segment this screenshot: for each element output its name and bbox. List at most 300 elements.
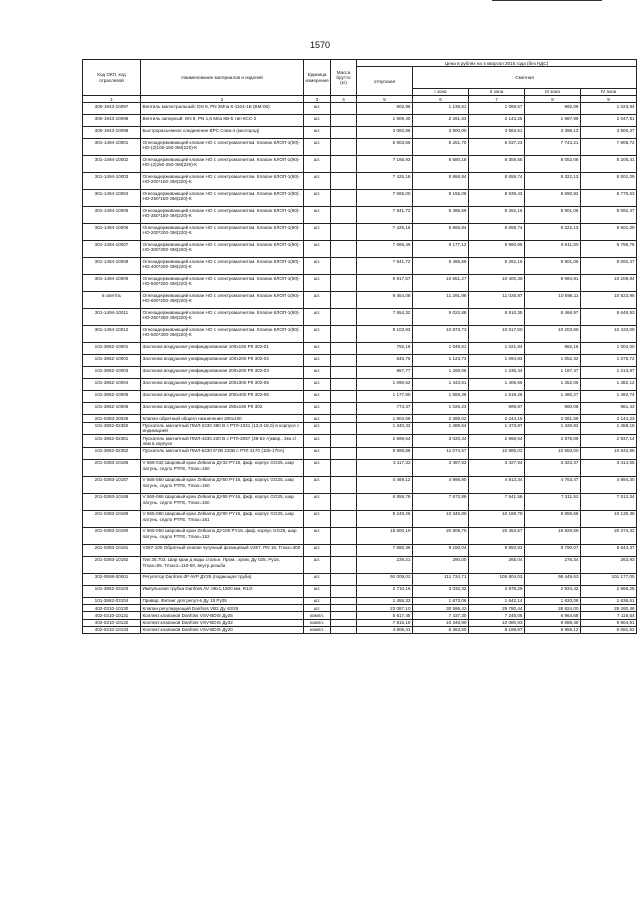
price-release-cell: 4 806,41 xyxy=(357,626,413,633)
price-zone-4-cell: 20 374,32 xyxy=(581,527,637,544)
price-zone-4-cell: 1 004,00 xyxy=(581,343,637,355)
price-zone-3-cell: 4 763,47 xyxy=(525,476,581,493)
unit-cell: шт. xyxy=(304,207,331,224)
mass-cell xyxy=(331,355,357,367)
mass-cell xyxy=(331,527,357,544)
price-zone-2-cell: 2 978,29 xyxy=(469,585,525,597)
header-zone-2: II зона xyxy=(469,88,525,95)
price-zone-1-cell: 9 485,59 xyxy=(413,207,469,224)
mass-cell xyxy=(331,115,357,127)
price-zone-1-cell: 1 673,06 xyxy=(413,597,469,604)
mass-cell xyxy=(331,241,357,258)
price-zone-1-cell: 9 022,88 xyxy=(413,309,469,326)
table-row xyxy=(83,258,637,275)
price-release-cell: 239,21 xyxy=(357,556,413,573)
mass-cell xyxy=(331,459,357,476)
name-cell: Быстроразъемное соединение ВРС Сова-4 (кислород) xyxy=(141,127,304,139)
unit-cell: шт. xyxy=(304,527,331,544)
price-zone-4-cell: 8 501,09 xyxy=(581,224,637,241)
price-zone-4-cell: 10 423,09 xyxy=(581,326,637,343)
table-row xyxy=(83,435,637,448)
price-zone-2-cell: 105 804,03 xyxy=(469,573,525,585)
table-row xyxy=(83,355,637,367)
unit-cell: шт. xyxy=(304,447,331,459)
table-row xyxy=(83,127,637,139)
name-cell: Заслонка воздушная унифицированная 200х200 РК 302-03 xyxy=(141,367,304,379)
price-zone-2-cell: 1 094,83 xyxy=(469,355,525,367)
table-row xyxy=(83,207,637,224)
mass-cell xyxy=(331,127,357,139)
column-number: 7 xyxy=(469,96,525,103)
column-number: 6 xyxy=(413,96,469,103)
price-release-cell: 7 815,19 xyxy=(357,619,413,626)
price-release-cell: 1 177,80 xyxy=(357,391,413,403)
table-row xyxy=(83,556,637,573)
price-zone-1-cell: 3 032,32 xyxy=(413,585,469,597)
price-zone-4-cell: 2 144,23 xyxy=(581,415,637,422)
name-cell: V 565-080 Шаровый кран Zetkama ДУ80 PY16, фкф, корпус GG25, шар латунь, седло PTFE, Tmax=151 xyxy=(141,510,304,527)
price-zone-2-cell: 10 080,93 xyxy=(469,619,525,626)
price-release-cell: 9 248,26 xyxy=(357,510,413,527)
unit-cell: шт. xyxy=(304,139,331,156)
price-release-cell: 802,96 xyxy=(357,103,413,115)
name-cell: Огнезадерживающий клапан НО с электромагнитом. Клапан КЛОП-1(90)-НО-200*200-ЭМ(220)-К xyxy=(141,224,304,241)
price-zone-3-cell: 8 466,97 xyxy=(525,309,581,326)
unit-cell: компл. xyxy=(304,619,331,626)
code-cell: 101-3862-10006 xyxy=(83,403,141,415)
price-zone-1-cell: 2 261,63 xyxy=(413,115,469,127)
price-zone-1-cell: 290,00 xyxy=(413,556,469,573)
unit-cell: шт. xyxy=(304,493,331,510)
price-release-cell: 1 809,40 xyxy=(357,115,413,127)
unit-cell: шт. xyxy=(304,326,331,343)
price-zone-3-cell: 8 590,92 xyxy=(525,190,581,207)
price-zone-4-cell: 8 501,09 xyxy=(581,173,637,190)
price-release-cell: 1 340,32 xyxy=(357,422,413,435)
column-number: 4 xyxy=(331,96,357,103)
price-zone-2-cell: 11 025,97 xyxy=(469,292,525,309)
price-zone-4-cell: 10 842,86 xyxy=(581,447,637,459)
mass-cell xyxy=(331,190,357,207)
price-zone-2-cell: 2 143,25 xyxy=(469,115,525,127)
mass-cell xyxy=(331,292,357,309)
unit-cell: шт. xyxy=(304,103,331,115)
price-zone-1-cell: 1 048,61 xyxy=(413,343,469,355)
price-release-cell: 7 665,00 xyxy=(357,190,413,207)
price-zone-4-cell: 10 209,84 xyxy=(581,275,637,292)
price-zone-2-cell: 1 069,57 xyxy=(469,103,525,115)
price-zone-2-cell: 29 780,44 xyxy=(469,605,525,612)
code-cell: 201-0393-10190 xyxy=(83,527,141,544)
table-row xyxy=(83,619,637,626)
name-cell: Заслонка воздушная унифицированная 100х200 РК 302-02 xyxy=(141,355,304,367)
price-zone-4-cell: 981,43 xyxy=(581,403,637,415)
table-row xyxy=(83,115,637,127)
code-cell: 201-0393-10188 xyxy=(83,493,141,510)
price-zone-1-cell: 1 268,05 xyxy=(413,367,469,379)
price-zone-2-cell: 3 663,51 xyxy=(469,127,525,139)
header-code: Код ОКП, код отраслевой xyxy=(83,60,141,96)
price-zone-1-cell: 4 998,90 xyxy=(413,476,469,493)
price-zone-2-cell: 8 358,55 xyxy=(469,156,525,173)
table-row xyxy=(83,391,637,403)
price-release-cell: 18 600,19 xyxy=(357,527,413,544)
code-cell: в свет/пь xyxy=(83,292,141,309)
table-row xyxy=(83,626,637,633)
price-zone-2-cell: 1 021,84 xyxy=(469,343,525,355)
unit-cell: шт. xyxy=(304,127,331,139)
code-cell: 301-1494-10006 xyxy=(83,224,141,241)
price-release-cell: 9 454,08 xyxy=(357,292,413,309)
name-cell: Пускатель магнитный ПМЛ-6230 6*2В 220В с РТЛ 3170 (105-170А) xyxy=(141,447,304,459)
code-cell: 101-3862-03104 xyxy=(83,597,141,604)
code-cell: 101-3862-10001 xyxy=(83,343,141,355)
table-row xyxy=(83,510,637,527)
price-zone-2-cell: 999,87 xyxy=(469,403,525,415)
price-release-cell: 7 425,16 xyxy=(357,224,413,241)
name-cell: Огнезадерживающий клапан НО с электромагнитом. Клапан КЛОП-1(90)-НО-250*250-ЭМ(220)-К xyxy=(141,309,304,326)
price-zone-2-cell: 265,04 xyxy=(469,556,525,573)
price-zone-1-cell: 9 155,08 xyxy=(413,190,469,207)
name-cell: Заслонка воздушная унифицированная 200х400 РК 302-06 xyxy=(141,391,304,403)
code-cell: 300-1943-10097 xyxy=(83,103,141,115)
price-zone-4-cell: 2 047,81 xyxy=(581,115,637,127)
name-cell: Привар. Фитинг для регул-в Ду 15 Ру25 xyxy=(141,597,304,604)
price-release-cell: 5 617,45 xyxy=(357,612,413,619)
unit-cell: шт. xyxy=(304,597,331,604)
mass-cell xyxy=(331,447,357,459)
price-zone-2-cell: 2 968,64 xyxy=(469,435,525,448)
name-cell: V 565-050 Шаровый кран Zetkama ДУ100 PY16, фкф, корпус GG25, шар латунь, седло PTFE, Tmax=152 xyxy=(141,527,304,544)
price-zone-2-cell: 10 400,38 xyxy=(469,275,525,292)
price-release-cell: 1 455,33 xyxy=(357,597,413,604)
price-zone-1-cell: 30 596,42 xyxy=(413,605,469,612)
code-cell: 402-0310-10131 xyxy=(83,612,141,619)
price-zone-1-cell: 1 026,23 xyxy=(413,403,469,415)
price-release-cell: 23 087,10 xyxy=(357,605,413,612)
header-mass: Масса брутто (кг) xyxy=(331,60,357,96)
price-release-cell: 3 117,32 xyxy=(357,459,413,476)
price-zone-1-cell: 1 443,61 xyxy=(413,379,469,391)
price-release-cell: 7 665,46 xyxy=(357,241,413,258)
price-release-cell: 2 699,64 xyxy=(357,435,413,448)
price-zone-3-cell: 2 878,09 xyxy=(525,435,581,448)
price-zone-3-cell: 2 934,42 xyxy=(525,585,581,597)
unit-cell: шт. xyxy=(304,156,331,173)
table-row xyxy=(83,544,637,556)
price-zone-1-cell: 10 348,99 xyxy=(413,619,469,626)
name-cell: Коллект.клапанов Danfoss VSV-BDIS Ду32 xyxy=(141,619,304,626)
price-release-cell: 7 941,72 xyxy=(357,258,413,275)
price-release-cell: 4 469,12 xyxy=(357,476,413,493)
code-cell: 301-1494-10001 xyxy=(83,139,141,156)
code-cell: 201-0393-10189 xyxy=(83,510,141,527)
table-row xyxy=(83,422,637,435)
price-zone-4-cell: 7 908,72 xyxy=(581,139,637,156)
header-name: Наименование материалов и изделий xyxy=(141,60,304,96)
code-cell: 201-0393-10186 xyxy=(83,459,141,476)
name-cell: Вентиль запорный: DN 8, PN 1,6 Мпа КВ-5 тип КСС-2 xyxy=(141,115,304,127)
price-zone-3-cell: 10 203,66 xyxy=(525,326,581,343)
table-row xyxy=(83,415,637,422)
price-zone-1-cell: 6 363,50 xyxy=(413,626,469,633)
unit-cell: шт. xyxy=(304,292,331,309)
code-cell: 402-0310-10132 xyxy=(83,619,141,626)
price-zone-3-cell: 992,09 xyxy=(525,103,581,115)
column-number: 5 xyxy=(357,96,413,103)
price-zone-1-cell: 3 487,63 xyxy=(413,459,469,476)
price-zone-2-cell: 8 893,93 xyxy=(469,544,525,556)
table-row xyxy=(83,224,637,241)
price-zone-4-cell: 8 644,37 xyxy=(581,544,637,556)
name-cell: Импульсная трубка Danfoss AV, 06x1,1500 мм, R1/2 xyxy=(141,585,304,597)
price-zone-1-cell: 10 651,27 xyxy=(413,275,469,292)
price-zone-1-cell: 9 150,04 xyxy=(413,544,469,556)
name-cell: Вентиль магистральный; DN 8, PN 2Мпа К-1104-1Б (ВМ-06) xyxy=(141,103,304,115)
name-cell: Тип 35.703. Шар кран д воды стальн. Пром., хром, Ду 025, Ру16, Tmax=95. Tmax1=110-50, внутр.резьба xyxy=(141,556,304,573)
price-zone-3-cell: 28 824,00 xyxy=(525,605,581,612)
price-zone-4-cell: 8 205,41 xyxy=(581,156,637,173)
price-zone-1-cell: 1 138,61 xyxy=(413,103,469,115)
price-zone-4-cell: 1 023,94 xyxy=(581,103,637,115)
price-zone-1-cell: 3 900,00 xyxy=(413,127,469,139)
code-cell: 301-1494-10005 xyxy=(83,207,141,224)
price-zone-3-cell: 6 964,68 xyxy=(525,612,581,619)
unit-cell: шт. xyxy=(304,544,331,556)
name-cell: Пускатель магнитный ПМЛ-4230 220 В с РТЛ-2057 (38-52 А)квар., 2кн.с/лвм в корпусе xyxy=(141,435,304,448)
code-cell: 301-1494-10002 xyxy=(83,156,141,173)
table-row xyxy=(83,103,637,115)
price-zone-4-cell: 29 260,46 xyxy=(581,605,637,612)
price-zone-2-cell: 8 939,43 xyxy=(469,190,525,207)
table-row xyxy=(83,447,637,459)
header-price-group: Цена в рублях на 4 квартал 2015 года (без НДС) xyxy=(357,60,637,67)
mass-cell xyxy=(331,619,357,626)
price-zone-2-cell: 2 244,15 xyxy=(469,415,525,422)
price-zone-4-cell: 9 904,91 xyxy=(581,619,637,626)
price-zone-4-cell: 3 414,65 xyxy=(581,459,637,476)
price-zone-4-cell: 8 775,63 xyxy=(581,190,637,207)
price-zone-2-cell: 7 246,06 xyxy=(469,612,525,619)
price-release-cell: 1 804,56 xyxy=(357,415,413,422)
price-zone-2-cell: 4 913,34 xyxy=(469,476,525,493)
name-cell: Огнезадерживающий клапан НО с электромагнитом. Клапан КЛОП-1(90)-НО-500*300-ЭМ(220)-К xyxy=(141,326,304,343)
unit-cell: компл. xyxy=(304,626,331,633)
column-number: 2 xyxy=(141,96,304,103)
price-zone-4-cell: 8 648,93 xyxy=(581,309,637,326)
unit-cell: шт. xyxy=(304,585,331,597)
price-release-cell: 7 554,32 xyxy=(357,309,413,326)
price-zone-2-cell: 6 199,87 xyxy=(469,626,525,633)
mass-cell xyxy=(331,626,357,633)
price-zone-1-cell: 7 437,30 xyxy=(413,612,469,619)
price-zone-4-cell: 1 492,74 xyxy=(581,391,637,403)
price-zone-3-cell: 1 620,08 xyxy=(525,597,581,604)
table-row xyxy=(83,343,637,355)
table-row xyxy=(83,173,637,190)
header-zone-1: I зона xyxy=(413,88,469,95)
code-cell: 301-1494-10011 xyxy=(83,309,141,326)
price-release-cell: 7 680,39 xyxy=(357,544,413,556)
name-cell: Огнезадерживающий клапан НО с электромагнитом. Клапан КЛОП-1(90)-НО-200*150-ЭМ(220)-К xyxy=(141,173,304,190)
mass-cell xyxy=(331,597,357,604)
price-zone-3-cell: 8 901,06 xyxy=(525,207,581,224)
code-cell: 101-3862-10003 xyxy=(83,367,141,379)
code-cell: 301-1494-10012 xyxy=(83,326,141,343)
price-zone-2-cell: 1 406,66 xyxy=(469,379,525,391)
unit-cell: шт. xyxy=(304,573,331,585)
code-cell: 201-0393-10187 xyxy=(83,476,141,493)
price-zone-1-cell: 10 346,86 xyxy=(413,510,469,527)
mass-cell xyxy=(331,309,357,326)
mass-cell xyxy=(331,573,357,585)
price-release-cell: 1 090,52 xyxy=(357,379,413,391)
price-release-cell: 7 166,93 xyxy=(357,156,413,173)
name-cell: Заслонка воздушная унифицированная 100х150 РК 302-01 xyxy=(141,343,304,355)
code-cell: 302-0598-00001 xyxy=(83,573,141,585)
unit-cell: шт. xyxy=(304,556,331,573)
code-cell: 301-1494-10009 xyxy=(83,275,141,292)
price-zone-1-cell: 2 389,02 xyxy=(413,415,469,422)
price-zone-1-cell: 10 873,73 xyxy=(413,326,469,343)
price-zone-3-cell: 19 829,68 xyxy=(525,527,581,544)
code-cell: 201-0393-10192 xyxy=(83,556,141,573)
name-cell: V267-100 Обратный клапан чугунный фланцевый V267, PN 16, Tmax=300 xyxy=(141,544,304,556)
price-zone-2-cell: 1 235,44 xyxy=(469,367,525,379)
name-cell: Регулятор Danfoss dP AVP ДУ25 (подающая труба) xyxy=(141,573,304,585)
table-row xyxy=(83,493,637,510)
name-cell: Огнезадерживающий клапан НО с электромагнитом. Клапан КЛОП-1(90)-НО-(2)250-250-ЭМ(220)-К xyxy=(141,156,304,173)
table-row xyxy=(83,292,637,309)
price-zone-1-cell: 3 020,34 xyxy=(413,435,469,448)
price-zone-1-cell: 20 809,75 xyxy=(413,527,469,544)
mass-cell xyxy=(331,403,357,415)
code-cell: 301-1494-10007 xyxy=(83,241,141,258)
price-release-cell: 3 092,86 xyxy=(357,127,413,139)
table-row xyxy=(83,367,637,379)
unit-cell: шт. xyxy=(304,224,331,241)
price-zone-4-cell: 101 177,05 xyxy=(581,573,637,585)
code-cell: 101-3862-03103 xyxy=(83,585,141,597)
mass-cell xyxy=(331,544,357,556)
price-zone-3-cell: 7 743,21 xyxy=(525,139,581,156)
code-cell: 301-1494-10003 xyxy=(83,173,141,190)
table-row xyxy=(83,605,637,612)
price-release-cell: 774,37 xyxy=(357,403,413,415)
price-zone-2-cell: 1 519,26 xyxy=(469,391,525,403)
price-zone-2-cell: 1 642,14 xyxy=(469,597,525,604)
unit-cell: шт. xyxy=(304,403,331,415)
price-zone-3-cell: 3 398,13 xyxy=(525,127,581,139)
mass-cell xyxy=(331,585,357,597)
code-cell: 300-1943-10099 xyxy=(83,127,141,139)
price-zone-1-cell: 9 485,59 xyxy=(413,258,469,275)
unit-cell: шт. xyxy=(304,605,331,612)
table-row xyxy=(83,597,637,604)
price-release-cell: 7 425,16 xyxy=(357,173,413,190)
price-zone-2-cell: 8 659,74 xyxy=(469,224,525,241)
header-release-price: отпускная xyxy=(357,67,413,96)
header-unit: Единица измерения xyxy=(304,60,331,96)
price-zone-4-cell: 263,93 xyxy=(581,556,637,573)
price-zone-1-cell: 1 489,54 xyxy=(413,422,469,435)
top-edge-line xyxy=(492,0,602,1)
price-zone-4-cell: 9 092,47 xyxy=(581,258,637,275)
price-zone-3-cell: 9 994,91 xyxy=(525,275,581,292)
price-zone-4-cell: 1 075,72 xyxy=(581,355,637,367)
column-number: 3 xyxy=(304,96,331,103)
unit-cell: шт. xyxy=(304,190,331,207)
mass-cell xyxy=(331,207,357,224)
mass-cell xyxy=(331,258,357,275)
mass-cell xyxy=(331,173,357,190)
name-cell: Клапан регулирующий Danfoss VB2 Ду 40/25 xyxy=(141,605,304,612)
price-zone-4-cell: 6 091,62 xyxy=(581,626,637,633)
price-zone-4-cell: 9 092,47 xyxy=(581,207,637,224)
code-cell: 201-0393-20026 xyxy=(83,415,141,422)
price-zone-3-cell: 8 052,06 xyxy=(525,156,581,173)
table-row xyxy=(83,139,637,156)
mass-cell xyxy=(331,476,357,493)
name-cell: Заслонка воздушная унифицированная 250х150 РК 302 xyxy=(141,403,304,415)
price-release-cell: 6 858,79 xyxy=(357,493,413,510)
price-zone-3-cell: 7 311,52 xyxy=(525,493,581,510)
price-release-cell: 792,18 xyxy=(357,343,413,355)
unit-cell: шт. xyxy=(304,355,331,367)
name-cell: Коллект.клапанов Danfoss VSV-BDIS Ду20 xyxy=(141,626,304,633)
price-zone-3-cell: 8 611,50 xyxy=(525,241,581,258)
price-zone-1-cell: 7 672,89 xyxy=(413,493,469,510)
price-table xyxy=(82,59,637,634)
mass-cell xyxy=(331,493,357,510)
price-zone-4-cell: 1 458,16 xyxy=(581,422,637,435)
price-zone-4-cell: 10 130,36 xyxy=(581,510,637,527)
price-zone-4-cell: 1 213,87 xyxy=(581,367,637,379)
price-zone-4-cell: 4 894,30 xyxy=(581,476,637,493)
header-estimate-price: Сметная xyxy=(413,67,637,88)
table-row xyxy=(83,156,637,173)
price-zone-4-cell: 2 937,14 xyxy=(581,435,637,448)
header-zone-4: IV зона xyxy=(581,88,637,95)
header-zone-3: III зона xyxy=(525,88,581,95)
price-zone-2-cell: 8 659,74 xyxy=(469,173,525,190)
code-cell: 300-1943-10098 xyxy=(83,115,141,127)
price-zone-3-cell: 1 187,47 xyxy=(525,367,581,379)
unit-cell: шт. xyxy=(304,241,331,258)
table-row xyxy=(83,459,637,476)
code-cell: 101-3862-10002 xyxy=(83,355,141,367)
unit-cell: шт. xyxy=(304,510,331,527)
price-zone-3-cell: 9 859,58 xyxy=(525,510,581,527)
mass-cell xyxy=(331,415,357,422)
table-row xyxy=(83,585,637,597)
unit-cell: шт. xyxy=(304,343,331,355)
code-cell: 402-0310-10133 xyxy=(83,626,141,633)
price-zone-2-cell: 8 960,95 xyxy=(469,241,525,258)
mass-cell xyxy=(331,367,357,379)
price-release-cell: 9 898,88 xyxy=(357,447,413,459)
price-release-cell: 957,77 xyxy=(357,367,413,379)
name-cell: V 565-050 Шаровый кран Zetkama ДУ50 PY16, фкф, корпус GG25, шар латунь, седло PTFE, Tmax=150 xyxy=(141,476,304,493)
name-cell: V 565-032 Шаровый кран Zetkama ДУ32 PY16, фкф, корпус GG25, шар латунь, седло PTFE, Tmax=150 xyxy=(141,459,304,476)
price-release-cell: 846,76 xyxy=(357,355,413,367)
price-zone-1-cell: 8 866,84 xyxy=(413,173,469,190)
table-row xyxy=(83,403,637,415)
name-cell: Огнезадерживающий клапан НО с электромагнитом. Клапан КЛОП-1(90)-НО-400*200-ЭМ(220)-К xyxy=(141,258,304,275)
code-cell: 301-1494-10008 xyxy=(83,258,141,275)
name-cell: Огнезадерживающий клапан НО с электромагнитом. Клапан КЛОП-1(90)-НО-600*200-ЭМ(220)-К xyxy=(141,292,304,309)
price-zone-3-cell: 276,34 xyxy=(525,556,581,573)
